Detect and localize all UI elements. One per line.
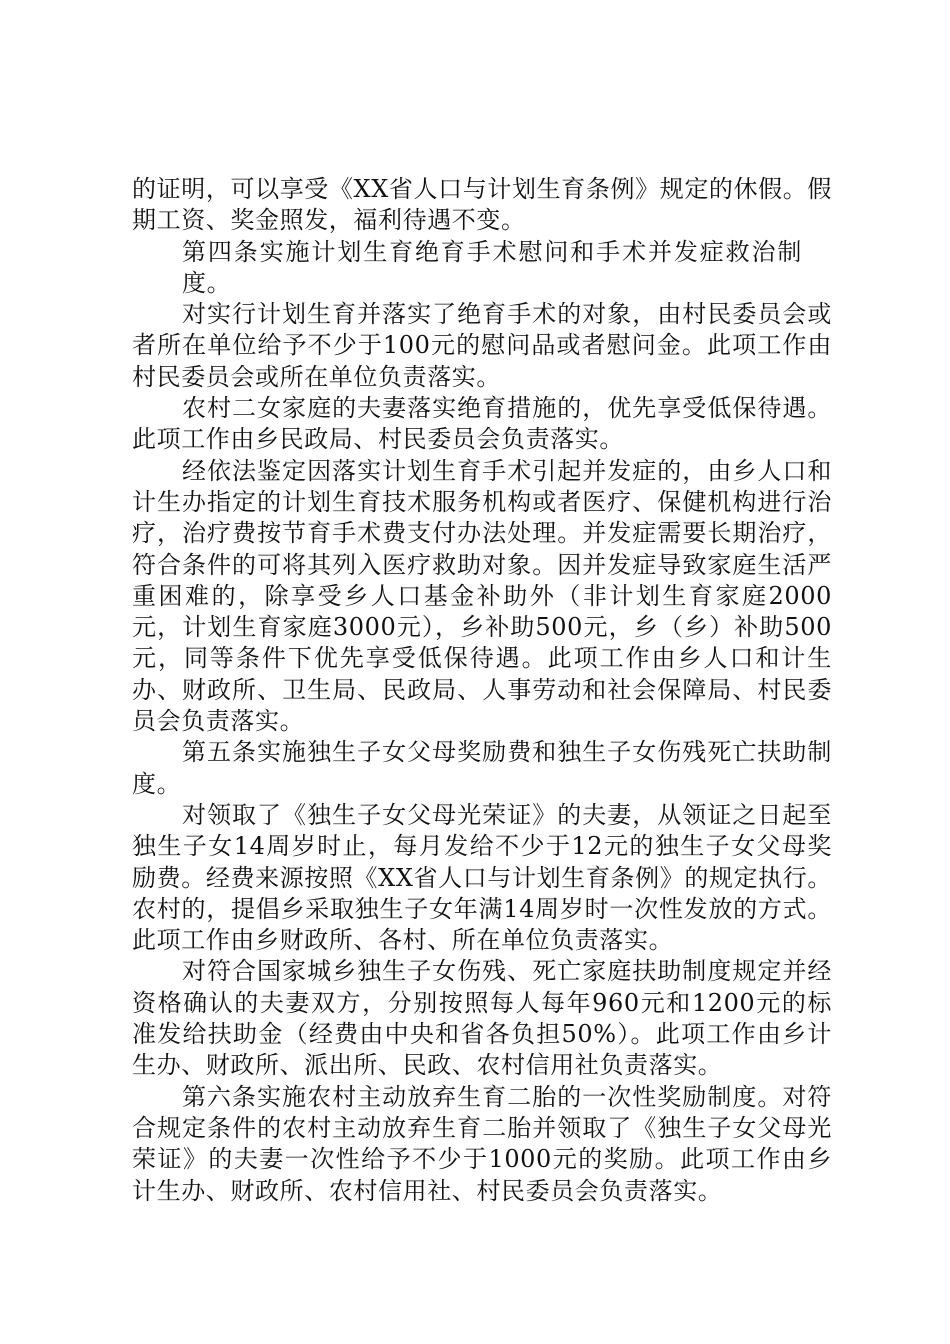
paragraph-two-daughter-families: 农村二女家庭的夫妻落实绝育措施的，优先享受低保待遇。此项工作由乡民政局、村民委员会负责落实。	[132, 394, 832, 454]
document-body	[132, 174, 832, 1207]
article-five-heading: 第五条实施独生子女父母奖励费和独生子女伤残死亡扶助制度。	[132, 738, 832, 798]
article-four-heading: 第四条实施计划生育绝育手术慰问和手术并发症救治制度。	[182, 237, 802, 297]
paragraph-continuation: 的证明，可以享受《XX省人口与计划生育条例》规定的休假。假期工资、奖金照发，福利待遇不变。	[132, 175, 832, 235]
paragraph-condolence: 对实行计划生育并落实了绝育手术的对象，由村民委员会或者所在单位给予不少于100元的慰问品或者慰问金。此项工作由村民委员会或所在单位负责落实。	[132, 300, 832, 391]
paragraph-complications: 经依法鉴定因落实计划生育手术引起并发症的，由乡人口和计生办指定的计划生育技术服务机构或者医疗、保健机构进行治疗，治疗费按节育手术费支付办法处理。并发症需要长期治疗，符合条件的可将其列入医疗救助对象。因并发症导致家庭生活严重困难的，除享受乡人口基金补助外（非计划生育家庭2000元，计划生育家庭3000元），乡补助500元，乡（乡）补助500元，同等条件下优先享受低保待遇。此项工作由乡人口和计生办、财政所、卫生局、民政局、人事劳动和社会保障局、村民委员会负责落实。	[132, 456, 832, 736]
article-six-paragraph: 第六条实施农村主动放弃生育二胎的一次性奖励制度。对符合规定条件的农村主动放弃生育二胎并领取了《独生子女父母光荣证》的夫妻一次性给予不少于1000元的奖励。此项工作由乡计生办、财政所、农村信用社、村民委员会负责落实。	[132, 1082, 832, 1205]
paragraph-assistance-fund: 对符合国家城乡独生子女伤残、死亡家庭扶助制度规定并经资格确认的夫妻双方，分别按照每人每年960元和1200元的标准发给扶助金（经费由中央和省各负担50%）。此项工作由乡计生办、财政所、派出所、民政、农村信用社负责落实。	[132, 957, 832, 1080]
paragraph-only-child-reward: 对领取了《独生子女父母光荣证》的夫妻，从领证之日起至独生子女14周岁时止，每月发给不少于12元的独生子女父母奖励费。经费来源按照《XX省人口与计划生育条例》的规定执行。农村的，提倡乡采取独生子女年满14周岁时一次性发放的方式。此项工作由乡财政所、各村、所在单位负责落实。	[132, 800, 832, 955]
